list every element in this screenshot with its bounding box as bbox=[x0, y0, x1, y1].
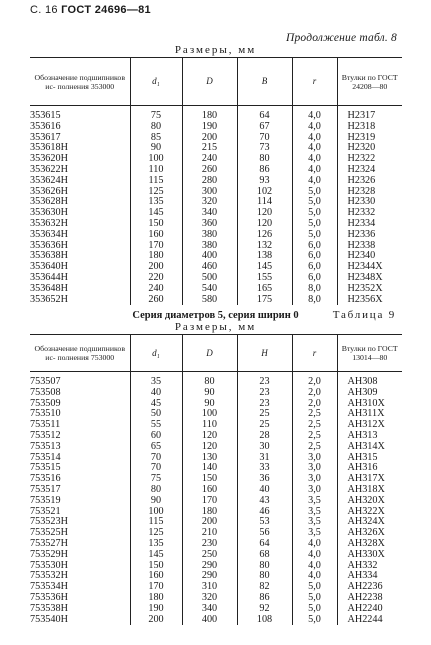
cell-designation: 753525H bbox=[30, 527, 68, 539]
cell-r: 3,5 bbox=[292, 507, 337, 518]
cell-sleeve: AH312X bbox=[337, 420, 402, 431]
cell-d1: 80 bbox=[130, 122, 182, 133]
table-8-continuation bbox=[30, 57, 402, 305]
cell-designation: 753517 bbox=[30, 483, 61, 495]
cell-r: 6,0 bbox=[292, 273, 337, 284]
cell-dim: 80 bbox=[237, 561, 292, 572]
cell-sleeve: AH326X bbox=[337, 528, 402, 539]
cell-d1: 75 bbox=[130, 474, 182, 485]
cell-d1: 45 bbox=[130, 399, 182, 410]
cell-D: 500 bbox=[182, 273, 237, 284]
header-d1: d₁ bbox=[130, 335, 182, 372]
cell-designation: 753521 bbox=[30, 505, 61, 517]
cell-sleeve: AH332 bbox=[337, 561, 402, 572]
table-row bbox=[30, 372, 402, 388]
cell-D: 360 bbox=[182, 219, 237, 230]
cell-designation: 753513 bbox=[30, 440, 61, 452]
header-r: r bbox=[292, 58, 337, 106]
cell-sleeve: H2317 bbox=[337, 106, 402, 122]
cell-r: 8,0 bbox=[292, 295, 337, 306]
cell-designation: 353616 bbox=[30, 120, 61, 132]
cell-d1: 145 bbox=[130, 208, 182, 219]
cell-D: 130 bbox=[182, 453, 237, 464]
cell-D: 160 bbox=[182, 485, 237, 496]
cell-sleeve: AH311X bbox=[337, 409, 402, 420]
cell-dim: 31 bbox=[237, 453, 292, 464]
cell-r: 5,0 bbox=[292, 187, 337, 198]
cell-sleeve: H2338 bbox=[337, 241, 402, 252]
cell-D: 540 bbox=[182, 284, 237, 295]
page-number: С. 16 bbox=[30, 4, 58, 16]
cell-designation: 353648H bbox=[30, 282, 68, 294]
cell-d1: 55 bbox=[130, 420, 182, 431]
cell-D: 210 bbox=[182, 528, 237, 539]
cell-r: 2,5 bbox=[292, 431, 337, 442]
cell-r: 3,0 bbox=[292, 474, 337, 485]
cell-d1: 220 bbox=[130, 273, 182, 284]
cell-designation: 753523H bbox=[30, 516, 68, 528]
cell-D: 260 bbox=[182, 165, 237, 176]
cell-sleeve: H2328 bbox=[337, 187, 402, 198]
cell-dim: 102 bbox=[237, 187, 292, 198]
page-header bbox=[30, 4, 151, 16]
cell-sleeve: H2334 bbox=[337, 219, 402, 230]
cell-sleeve: H2318 bbox=[337, 122, 402, 133]
cell-r: 5,0 bbox=[292, 604, 337, 615]
cell-sleeve: AH308 bbox=[337, 372, 402, 388]
cell-r: 5,0 bbox=[292, 230, 337, 241]
cell-D: 340 bbox=[182, 208, 237, 219]
cell-D: 90 bbox=[182, 399, 237, 410]
cell-dim: 73 bbox=[237, 143, 292, 154]
cell-designation: 753511 bbox=[30, 419, 61, 431]
cell-sleeve: H2330 bbox=[337, 197, 402, 208]
cell-d1: 40 bbox=[130, 388, 182, 399]
cell-sleeve: AH324X bbox=[337, 517, 402, 528]
sizes-title-2: Размеры, мм bbox=[174, 321, 257, 333]
cell-sleeve: H2332 bbox=[337, 208, 402, 219]
table-row bbox=[30, 550, 402, 561]
cell-r: 4,0 bbox=[292, 539, 337, 550]
cell-D: 140 bbox=[182, 463, 237, 474]
table-row bbox=[30, 295, 402, 306]
cell-d1: 90 bbox=[130, 496, 182, 507]
cell-d1: 200 bbox=[130, 262, 182, 273]
cell-dim: 120 bbox=[237, 219, 292, 230]
cell-dim: 56 bbox=[237, 528, 292, 539]
cell-r: 3,0 bbox=[292, 463, 337, 474]
cell-d1: 65 bbox=[130, 442, 182, 453]
cell-r: 3,5 bbox=[292, 517, 337, 528]
header-d1: d₁ bbox=[130, 58, 182, 106]
cell-designation: 353632H bbox=[30, 217, 68, 229]
cell-D: 300 bbox=[182, 187, 237, 198]
cell-designation: 753530H bbox=[30, 559, 68, 571]
cell-dim: 33 bbox=[237, 463, 292, 474]
cell-d1: 135 bbox=[130, 197, 182, 208]
cell-dim: 86 bbox=[237, 165, 292, 176]
cell-sleeve: H2322 bbox=[337, 154, 402, 165]
cell-r: 4,0 bbox=[292, 176, 337, 187]
cell-dim: 86 bbox=[237, 593, 292, 604]
cell-designation: 353634H bbox=[30, 228, 68, 240]
sizes-title-1: Размеры, мм bbox=[174, 44, 257, 56]
cell-d1: 50 bbox=[130, 409, 182, 420]
table-row bbox=[30, 615, 402, 626]
cell-r: 4,0 bbox=[292, 571, 337, 582]
cell-designation: 353622H bbox=[30, 163, 68, 175]
cell-r: 6,0 bbox=[292, 262, 337, 273]
cell-D: 460 bbox=[182, 262, 237, 273]
cell-r: 5,0 bbox=[292, 582, 337, 593]
cell-sleeve: AH317X bbox=[337, 474, 402, 485]
cell-sleeve: H2320 bbox=[337, 143, 402, 154]
cell-sleeve: H2340 bbox=[337, 251, 402, 262]
cell-sleeve: AH315 bbox=[337, 453, 402, 464]
cell-sleeve: H2348X bbox=[337, 273, 402, 284]
cell-d1: 160 bbox=[130, 571, 182, 582]
header-designation: Обозначение подшипников ис- полнения 353000 bbox=[30, 58, 130, 106]
cell-designation: 353620H bbox=[30, 153, 68, 165]
cell-D: 80 bbox=[182, 372, 237, 388]
cell-d1: 115 bbox=[130, 517, 182, 528]
header-H: H bbox=[237, 335, 292, 372]
cell-designation: 753515 bbox=[30, 462, 61, 474]
cell-dim: 108 bbox=[237, 615, 292, 626]
cell-sleeve: H2356X bbox=[337, 295, 402, 306]
cell-dim: 138 bbox=[237, 251, 292, 262]
cell-dim: 70 bbox=[237, 133, 292, 144]
cell-dim: 43 bbox=[237, 496, 292, 507]
cell-d1: 170 bbox=[130, 241, 182, 252]
cell-designation: 353640H bbox=[30, 261, 68, 273]
cell-r: 2,0 bbox=[292, 372, 337, 388]
cell-sleeve: AH316 bbox=[337, 463, 402, 474]
cell-r: 5,0 bbox=[292, 593, 337, 604]
cell-sleeve: AH318X bbox=[337, 485, 402, 496]
table-row bbox=[30, 122, 402, 133]
cell-sleeve: AH320X bbox=[337, 496, 402, 507]
table-9 bbox=[30, 334, 402, 625]
cell-D: 180 bbox=[182, 507, 237, 518]
cell-sleeve: AH2244 bbox=[337, 615, 402, 626]
cell-D: 120 bbox=[182, 442, 237, 453]
cell-D: 400 bbox=[182, 251, 237, 262]
cell-designation: 353636H bbox=[30, 239, 68, 251]
cell-designation: 353618H bbox=[30, 142, 68, 154]
cell-designation: 353652H bbox=[30, 293, 68, 305]
cell-D: 170 bbox=[182, 496, 237, 507]
cell-D: 200 bbox=[182, 517, 237, 528]
series-title: Серия диаметров 5, серия ширин 0 bbox=[132, 310, 299, 321]
cell-d1: 115 bbox=[130, 176, 182, 187]
cell-r: 2,0 bbox=[292, 388, 337, 399]
cell-r: 5,0 bbox=[292, 208, 337, 219]
cell-r: 5,0 bbox=[292, 219, 337, 230]
cell-designation: 753509 bbox=[30, 397, 61, 409]
cell-designation: 753512 bbox=[30, 429, 61, 441]
cell-D: 150 bbox=[182, 474, 237, 485]
cell-D: 110 bbox=[182, 420, 237, 431]
cell-d1: 70 bbox=[130, 463, 182, 474]
cell-D: 380 bbox=[182, 241, 237, 252]
cell-designation: 353624H bbox=[30, 174, 68, 186]
cell-r: 2,0 bbox=[292, 399, 337, 410]
cell-d1: 90 bbox=[130, 143, 182, 154]
table-row bbox=[30, 230, 402, 241]
cell-designation: 353638H bbox=[30, 250, 68, 262]
cell-d1: 75 bbox=[130, 106, 182, 122]
cell-r: 2,5 bbox=[292, 442, 337, 453]
cell-designation: 753527H bbox=[30, 537, 68, 549]
cell-sleeve: H2324 bbox=[337, 165, 402, 176]
cell-D: 200 bbox=[182, 133, 237, 144]
cell-designation: 753529H bbox=[30, 548, 68, 560]
cell-d1: 180 bbox=[130, 593, 182, 604]
cell-designation: 353644H bbox=[30, 271, 68, 283]
cell-dim: 46 bbox=[237, 507, 292, 518]
cell-designation: 753508 bbox=[30, 386, 61, 398]
cell-d1: 170 bbox=[130, 582, 182, 593]
cell-dim: 28 bbox=[237, 431, 292, 442]
cell-r: 8,0 bbox=[292, 284, 337, 295]
cell-D: 320 bbox=[182, 197, 237, 208]
cell-D: 190 bbox=[182, 122, 237, 133]
cell-designation: 753519 bbox=[30, 494, 61, 506]
cell-sleeve: AH2236 bbox=[337, 582, 402, 593]
cell-dim: 25 bbox=[237, 409, 292, 420]
table-row bbox=[30, 388, 402, 399]
cell-dim: 80 bbox=[237, 154, 292, 165]
cell-sleeve: H2326 bbox=[337, 176, 402, 187]
cell-D: 320 bbox=[182, 593, 237, 604]
cell-d1: 190 bbox=[130, 604, 182, 615]
cell-d1: 240 bbox=[130, 284, 182, 295]
cell-r: 3,0 bbox=[292, 485, 337, 496]
cell-designation: 753514 bbox=[30, 451, 61, 463]
cell-sleeve: H2344X bbox=[337, 262, 402, 273]
cell-sleeve: AH334 bbox=[337, 571, 402, 582]
cell-d1: 85 bbox=[130, 133, 182, 144]
cell-dim: 155 bbox=[237, 273, 292, 284]
cell-D: 280 bbox=[182, 176, 237, 187]
cell-r: 4,0 bbox=[292, 165, 337, 176]
cell-d1: 145 bbox=[130, 550, 182, 561]
table-row bbox=[30, 604, 402, 615]
cell-dim: 120 bbox=[237, 208, 292, 219]
cell-D: 100 bbox=[182, 409, 237, 420]
table-row bbox=[30, 284, 402, 295]
cell-r: 4,0 bbox=[292, 133, 337, 144]
cell-designation: 353617 bbox=[30, 131, 61, 143]
cell-d1: 80 bbox=[130, 485, 182, 496]
cell-r: 4,0 bbox=[292, 154, 337, 165]
cell-r: 4,0 bbox=[292, 122, 337, 133]
cell-dim: 67 bbox=[237, 122, 292, 133]
table-row bbox=[30, 106, 402, 122]
header-designation: Обозначение подшипников ис- полнения 753000 bbox=[30, 335, 130, 372]
cell-d1: 125 bbox=[130, 528, 182, 539]
cell-dim: 114 bbox=[237, 197, 292, 208]
header-D: D bbox=[182, 58, 237, 106]
cell-designation: 753536H bbox=[30, 591, 68, 603]
cell-sleeve: H2336 bbox=[337, 230, 402, 241]
cell-d1: 110 bbox=[130, 165, 182, 176]
cell-r: 3,0 bbox=[292, 453, 337, 464]
cell-designation: 353615 bbox=[30, 110, 61, 121]
cell-designation: 753540H bbox=[30, 613, 68, 625]
cell-D: 310 bbox=[182, 582, 237, 593]
cell-r: 4,0 bbox=[292, 106, 337, 122]
cell-dim: 165 bbox=[237, 284, 292, 295]
cell-d1: 260 bbox=[130, 295, 182, 306]
cell-designation: 753516 bbox=[30, 473, 61, 485]
cell-designation: 353626H bbox=[30, 185, 68, 197]
table-row bbox=[30, 496, 402, 507]
cell-r: 4,0 bbox=[292, 561, 337, 572]
cell-dim: 36 bbox=[237, 474, 292, 485]
cell-dim: 126 bbox=[237, 230, 292, 241]
header-r: r bbox=[292, 335, 337, 372]
cell-r: 3,5 bbox=[292, 496, 337, 507]
cell-dim: 80 bbox=[237, 571, 292, 582]
cell-dim: 64 bbox=[237, 106, 292, 122]
header-sleeve: Втулки по ГОСТ 13014—80 bbox=[337, 335, 402, 372]
cell-D: 90 bbox=[182, 388, 237, 399]
cell-D: 290 bbox=[182, 571, 237, 582]
cell-dim: 145 bbox=[237, 262, 292, 273]
cell-r: 3,5 bbox=[292, 528, 337, 539]
cell-sleeve: H2352X bbox=[337, 284, 402, 295]
cell-sleeve: AH2238 bbox=[337, 593, 402, 604]
cell-D: 380 bbox=[182, 230, 237, 241]
cell-dim: 23 bbox=[237, 388, 292, 399]
cell-r: 4,0 bbox=[292, 143, 337, 154]
cell-designation: 353628H bbox=[30, 196, 68, 208]
table-row bbox=[30, 442, 402, 453]
cell-D: 215 bbox=[182, 143, 237, 154]
cell-dim: 30 bbox=[237, 442, 292, 453]
cell-dim: 93 bbox=[237, 176, 292, 187]
cell-D: 580 bbox=[182, 295, 237, 306]
cell-d1: 60 bbox=[130, 431, 182, 442]
cell-r: 6,0 bbox=[292, 241, 337, 252]
cell-sleeve: AH2240 bbox=[337, 604, 402, 615]
table-label: Таблица 9 bbox=[332, 309, 396, 321]
cell-sleeve: AH309 bbox=[337, 388, 402, 399]
cell-sleeve: AH310X bbox=[337, 399, 402, 410]
cell-designation: 753510 bbox=[30, 408, 61, 420]
cell-sleeve: AH322X bbox=[337, 507, 402, 518]
header-D: D bbox=[182, 335, 237, 372]
cell-d1: 35 bbox=[130, 372, 182, 388]
cell-d1: 70 bbox=[130, 453, 182, 464]
cell-sleeve: AH328X bbox=[337, 539, 402, 550]
cell-D: 240 bbox=[182, 154, 237, 165]
cell-designation: 353630H bbox=[30, 207, 68, 219]
cell-D: 340 bbox=[182, 604, 237, 615]
cell-d1: 135 bbox=[130, 539, 182, 550]
cell-designation: 753532H bbox=[30, 570, 68, 582]
cell-r: 4,0 bbox=[292, 550, 337, 561]
table-row bbox=[30, 176, 402, 187]
cell-dim: 92 bbox=[237, 604, 292, 615]
cell-d1: 150 bbox=[130, 561, 182, 572]
cell-r: 6,0 bbox=[292, 251, 337, 262]
cell-d1: 100 bbox=[130, 507, 182, 518]
continuation-label: Продолжение табл. 8 bbox=[285, 32, 397, 44]
cell-D: 290 bbox=[182, 561, 237, 572]
cell-dim: 64 bbox=[237, 539, 292, 550]
cell-d1: 180 bbox=[130, 251, 182, 262]
cell-d1: 100 bbox=[130, 154, 182, 165]
cell-dim: 40 bbox=[237, 485, 292, 496]
cell-r: 5,0 bbox=[292, 197, 337, 208]
cell-dim: 132 bbox=[237, 241, 292, 252]
cell-dim: 68 bbox=[237, 550, 292, 561]
cell-dim: 23 bbox=[237, 372, 292, 388]
cell-d1: 160 bbox=[130, 230, 182, 241]
cell-dim: 25 bbox=[237, 420, 292, 431]
cell-designation: 753538H bbox=[30, 602, 68, 614]
cell-d1: 200 bbox=[130, 615, 182, 626]
cell-designation: 753507 bbox=[30, 376, 61, 387]
cell-D: 250 bbox=[182, 550, 237, 561]
cell-sleeve: AH313 bbox=[337, 431, 402, 442]
cell-sleeve: AH314X bbox=[337, 442, 402, 453]
cell-D: 400 bbox=[182, 615, 237, 626]
cell-d1: 150 bbox=[130, 219, 182, 230]
header-B: B bbox=[237, 58, 292, 106]
standard-number: ГОСТ 24696—81 bbox=[61, 4, 151, 16]
cell-dim: 175 bbox=[237, 295, 292, 306]
cell-D: 120 bbox=[182, 431, 237, 442]
cell-dim: 23 bbox=[237, 399, 292, 410]
header-sleeve: Втулки по ГОСТ 24208—80 bbox=[337, 58, 402, 106]
cell-D: 230 bbox=[182, 539, 237, 550]
cell-dim: 53 bbox=[237, 517, 292, 528]
cell-dim: 82 bbox=[237, 582, 292, 593]
cell-d1: 125 bbox=[130, 187, 182, 198]
cell-sleeve: H2319 bbox=[337, 133, 402, 144]
cell-designation: 753534H bbox=[30, 581, 68, 593]
cell-r: 2,5 bbox=[292, 420, 337, 431]
cell-sleeve: AH330X bbox=[337, 550, 402, 561]
cell-r: 5,0 bbox=[292, 615, 337, 626]
cell-r: 2,5 bbox=[292, 409, 337, 420]
cell-D: 180 bbox=[182, 106, 237, 122]
